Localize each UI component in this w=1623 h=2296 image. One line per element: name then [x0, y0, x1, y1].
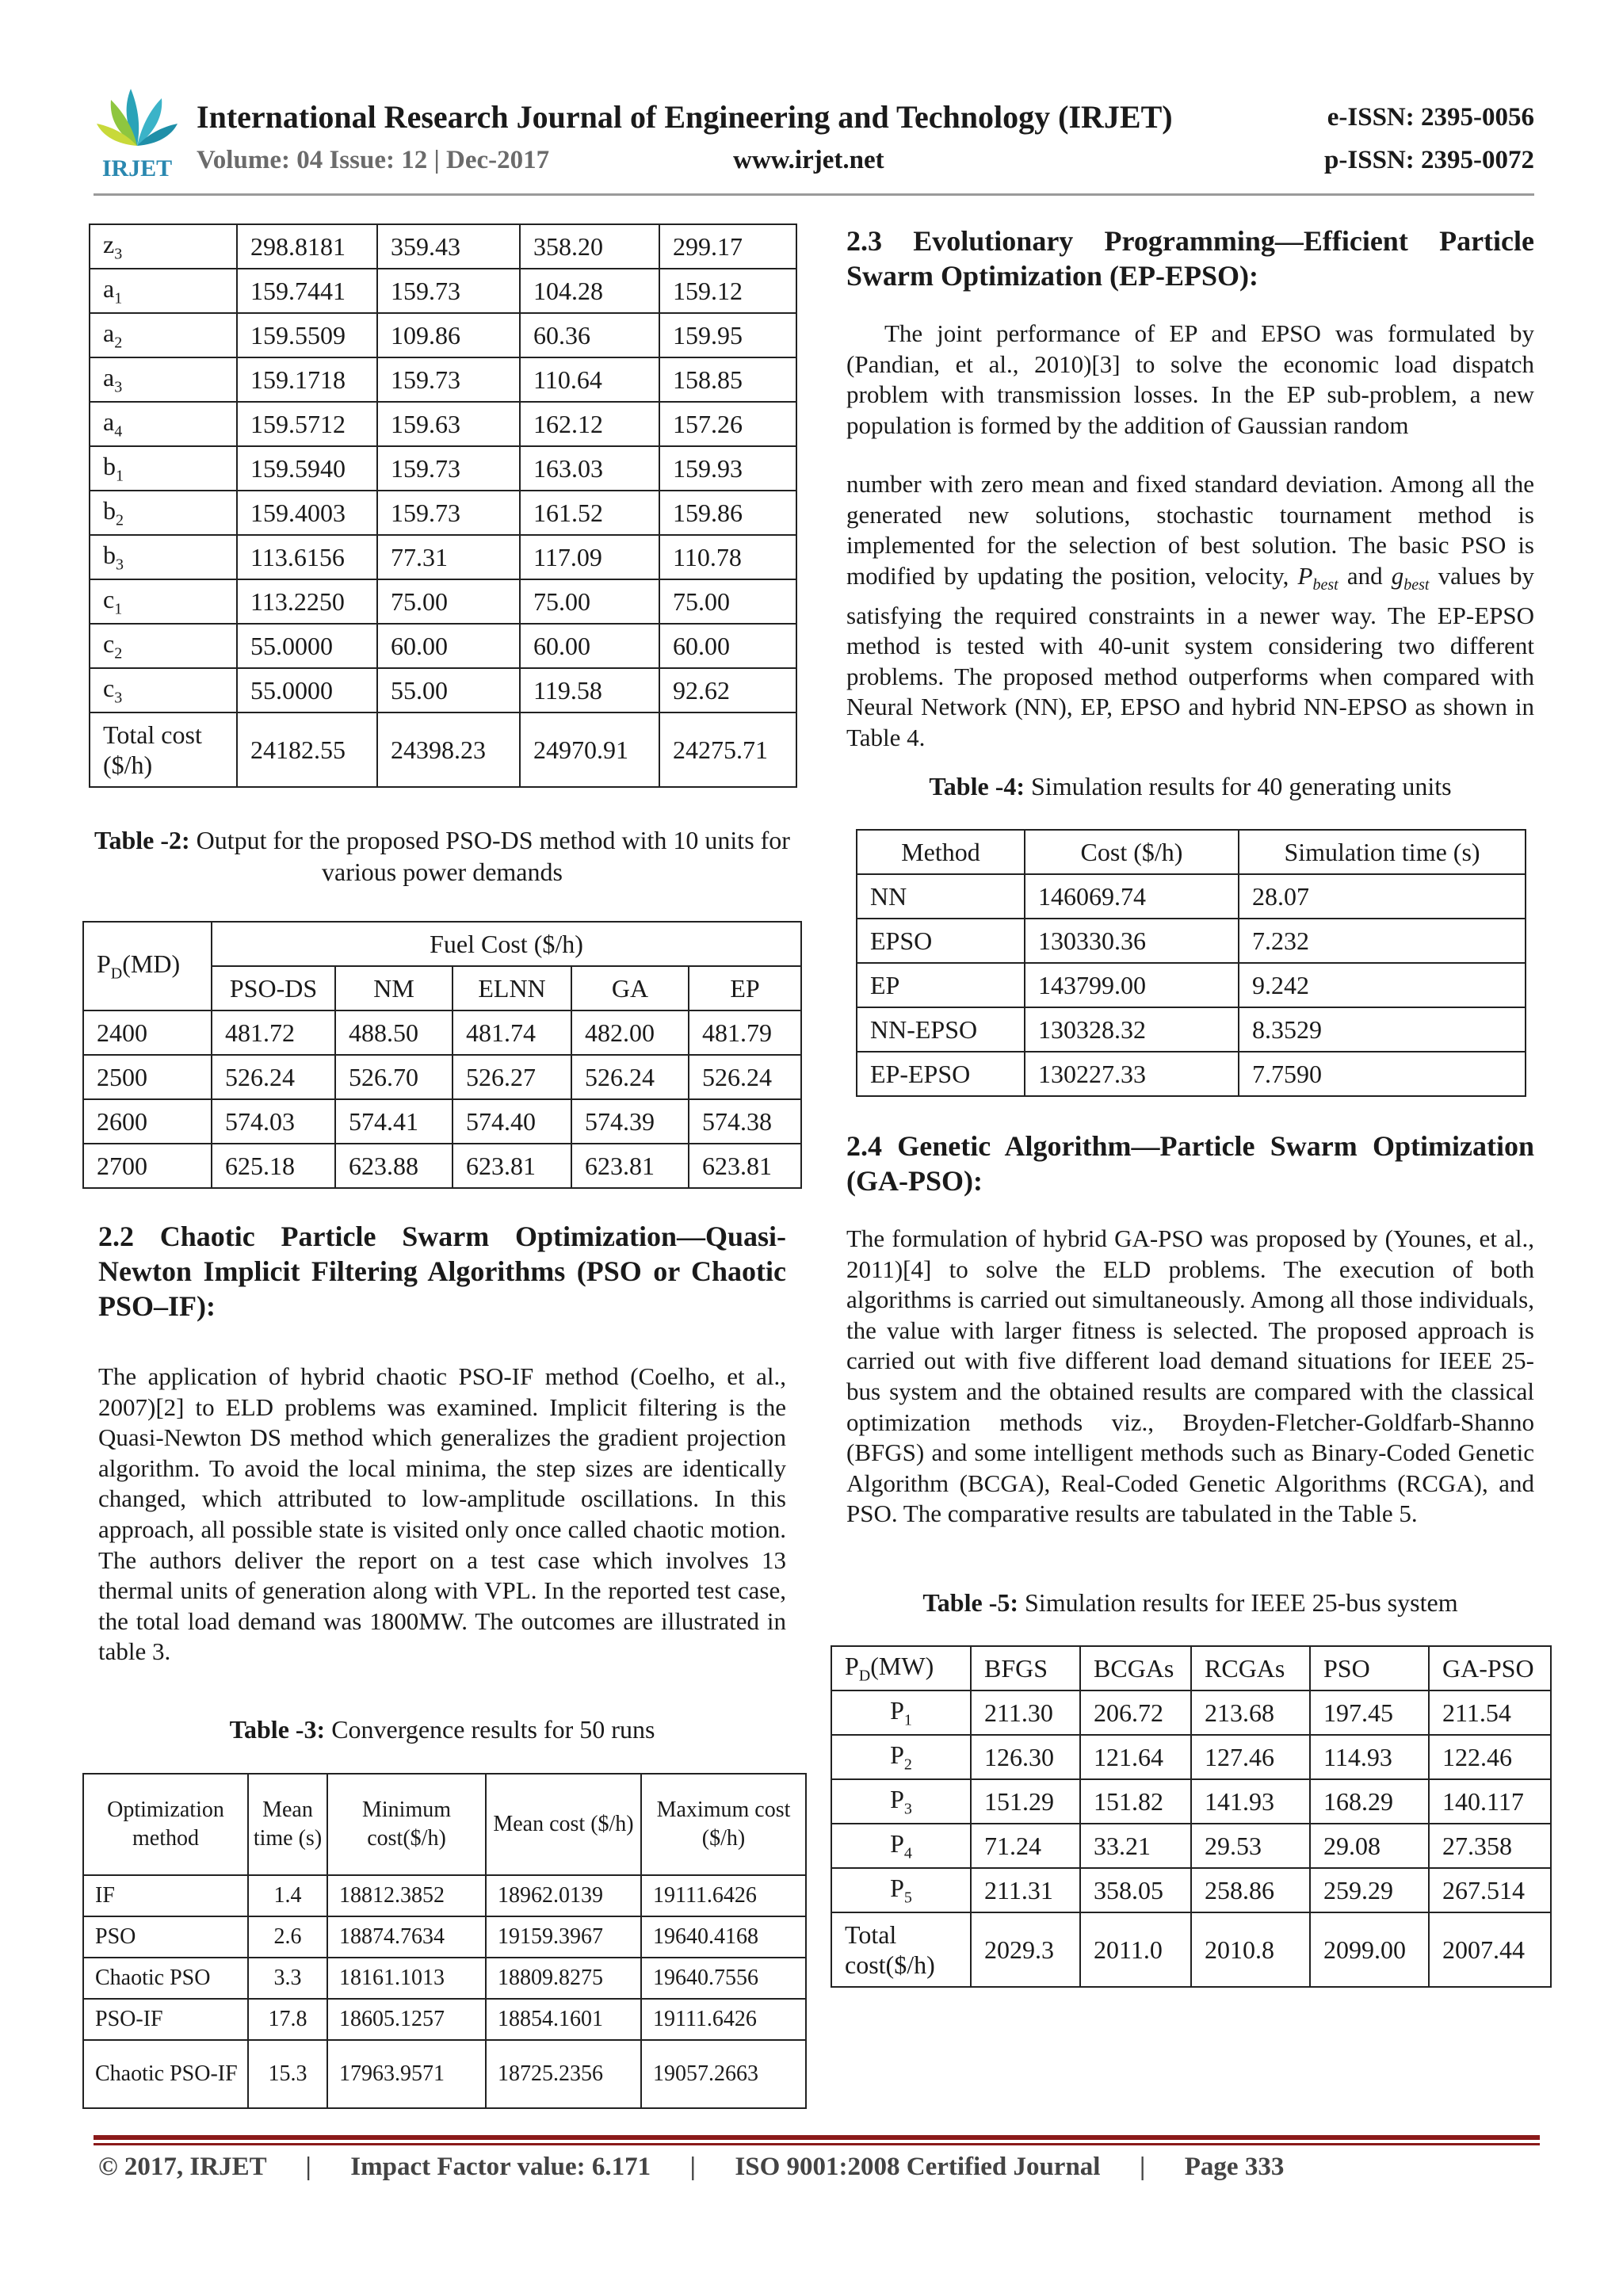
- journal-website: www.irjet.net: [733, 146, 884, 174]
- table-cell: 162.12: [520, 402, 659, 446]
- table-1-row-label-sub: 3: [116, 556, 124, 574]
- table-row: [90, 535, 796, 579]
- table-cell: 18962.0139: [486, 1875, 641, 1916]
- table-cell: IF: [83, 1875, 248, 1916]
- table-cell: 623.88: [335, 1144, 453, 1188]
- table-cell: 19057.2663: [641, 2040, 806, 2108]
- table-cell: 119.58: [520, 668, 659, 712]
- table-cell: 7.232: [1239, 919, 1526, 963]
- table-cell: EP-EPSO: [857, 1052, 1025, 1096]
- table-5: [831, 1645, 1552, 1988]
- table-cell: 24182.55: [237, 712, 377, 787]
- table-cell: Chaotic PSO-IF: [83, 2040, 248, 2108]
- table-cell: 2400: [83, 1010, 212, 1055]
- column-header: PSO-DS: [212, 966, 335, 1010]
- irjet-logo: [94, 82, 181, 182]
- table-cell: 55.0000: [237, 668, 377, 712]
- table-5-row-label-label: P: [890, 1873, 904, 1902]
- table-cell: 574.38: [689, 1099, 801, 1144]
- table-5-row-label-label: P: [890, 1695, 904, 1725]
- logo-text: IRJET: [101, 155, 173, 181]
- table-cell: 33.21: [1080, 1824, 1191, 1868]
- column-header: Cost ($/h): [1025, 830, 1239, 874]
- table-row: [90, 402, 796, 446]
- table-cell: 359.43: [377, 224, 520, 269]
- table-cell: 130328.32: [1025, 1007, 1239, 1052]
- table-cell: 19111.6426: [641, 1999, 806, 2040]
- table-cell: 110.64: [520, 357, 659, 402]
- table-cell: PSO-IF: [83, 1999, 248, 2040]
- table-5-row-label: [831, 1690, 971, 1735]
- table-1-row-label-label: b: [103, 540, 116, 569]
- table-row: [83, 1916, 806, 1958]
- table-cell: 15.3: [248, 2040, 327, 2108]
- table-cell: 2007.44: [1429, 1912, 1551, 1987]
- table-cell: 92.62: [659, 668, 796, 712]
- table-cell: 2029.3: [971, 1912, 1080, 1987]
- table-row: [857, 919, 1526, 963]
- table-row: [90, 446, 796, 491]
- table-cell: 526.24: [212, 1055, 335, 1099]
- table-1-row-label-sub: 1: [114, 289, 123, 308]
- table-cell: 211.30: [971, 1690, 1080, 1735]
- table-4-caption: Table -4: Simulation results for 40 generating units: [929, 772, 1452, 800]
- table-cell: 159.5940: [237, 446, 377, 491]
- table-cell: 75.00: [377, 579, 520, 624]
- table-cell: 159.4003: [237, 491, 377, 535]
- column-header: Optimization method: [83, 1774, 248, 1875]
- section-2-4-body: The formulation of hybrid GA-PSO was proposed by (Younes, et al., 2011)[4] to solve the ELD problems. The execution of both algorithms is carried out simultaneously. Among all those individuals, the value with larger fitness is selected. The proposed approach is carried out with five different load demand situations for IEEE 25-bus system and the obtained results are compared with the classical optimization methods viz., Broyden-Fletcher-Goldfarb-Shanno (BFGS) and some intelligent methods such as Binary-Coded Genetic Algorithm (BCGA), Real-Coded Genetic Algorithms (RCGA), and PSO. The comparative results are tabulated in the Table 5.: [846, 1224, 1534, 1528]
- table-cell: 526.27: [453, 1055, 571, 1099]
- table-cell: 55.00: [377, 668, 520, 712]
- table-cell: 60.36: [520, 313, 659, 357]
- column-header: RCGAs: [1191, 1646, 1310, 1690]
- journal-title: International Research Journal of Engineering and Technology (IRJET): [197, 99, 1173, 135]
- table-cell: 213.68: [1191, 1690, 1310, 1735]
- table-5-pd-header: [831, 1646, 971, 1690]
- table-5-row-label-label: P: [890, 1784, 904, 1813]
- table-cell: 157.26: [659, 402, 796, 446]
- table-cell: 110.78: [659, 535, 796, 579]
- table-row: [90, 224, 796, 269]
- table-cell: 117.09: [520, 535, 659, 579]
- table-cell: 623.81: [453, 1144, 571, 1188]
- table-5-row-label-label: P: [890, 1740, 904, 1769]
- table-3: [82, 1773, 807, 2109]
- column-header: EP: [689, 966, 801, 1010]
- table-cell: 574.40: [453, 1099, 571, 1144]
- table-cell: 159.73: [377, 269, 520, 313]
- column-header: Simulation time (s): [1239, 830, 1526, 874]
- table-cell: 159.5712: [237, 402, 377, 446]
- column-header: BCGAs: [1080, 1646, 1191, 1690]
- table-cell: 2600: [83, 1099, 212, 1144]
- table-cell: 9.242: [1239, 963, 1526, 1007]
- table-5-total-label: [831, 1912, 971, 1987]
- table-cell: 623.81: [571, 1144, 689, 1188]
- section-2-2-body: The application of hybrid chaotic PSO-IF method (Coelho, et al., 2007)[2] to ELD problems was examined. Implicit filtering is the Quasi-Newton DS method which generalizes the gradient projection algorithm. To avoid the local minima, the step sizes are identically changed, which attributed to low-amplitude oscillations. In this approach, all possible state is visited only once called chaotic motion. The authors deliver the report on a test case which involves 13 thermal units of generation along with VPL. In the reported test case, the total load demand was 1800MW. The outcomes are illustrated in table 3.: [98, 1362, 786, 1666]
- table-cell: 126.30: [971, 1735, 1080, 1779]
- table-cell: 159.95: [659, 313, 796, 357]
- table-2: [82, 921, 802, 1189]
- column-header: GA-PSO: [1429, 1646, 1551, 1690]
- table-1-row-label: [90, 491, 237, 535]
- table-cell: 482.00: [571, 1010, 689, 1055]
- table-5-row-label-sub: 2: [903, 1755, 912, 1774]
- table-1-row-label-label: c: [103, 584, 115, 613]
- header-rule: [94, 193, 1534, 196]
- table-1-row-label: [90, 579, 237, 624]
- table-cell: PSO: [83, 1916, 248, 1958]
- table-row: [857, 963, 1526, 1007]
- table-cell: 29.08: [1310, 1824, 1429, 1868]
- footer-page: Page 333: [1184, 2153, 1285, 2181]
- table-cell: 211.54: [1429, 1690, 1551, 1735]
- table-cell: 526.24: [689, 1055, 801, 1099]
- table-1-row-label: [90, 535, 237, 579]
- column-header: GA: [571, 966, 689, 1010]
- table-cell: 24398.23: [377, 712, 520, 787]
- table-cell: 109.86: [377, 313, 520, 357]
- table-row: [831, 1735, 1551, 1779]
- section-2-2-heading: 2.2 Chaotic Particle Swarm Optimization—Quasi-Newton Implicit Filtering Algorithms (PSO or Chaotic PSO–IF):: [98, 1221, 786, 1322]
- footer-rule-thin: [94, 2143, 1540, 2145]
- table-cell: 151.82: [1080, 1779, 1191, 1824]
- table-cell: 159.86: [659, 491, 796, 535]
- table-1-row-label-sub: 3: [114, 245, 123, 263]
- table-cell: 159.93: [659, 446, 796, 491]
- eissn: e-ISSN: 2395-0056: [1327, 103, 1534, 132]
- table-cell: 75.00: [659, 579, 796, 624]
- table-1-row-label-label: a: [103, 407, 115, 436]
- table-cell: 18725.2356: [486, 2040, 641, 2108]
- table-cell: 267.514: [1429, 1868, 1551, 1912]
- section-2-3-heading: 2.3 Evolutionary Programming—Efficient Particle Swarm Optimization (EP-EPSO):: [846, 225, 1534, 292]
- column-header: Method: [857, 830, 1025, 874]
- table-1-row-label-label: a: [103, 318, 115, 347]
- table-1: [89, 223, 797, 788]
- table-5-row-label-sub: 1: [903, 1711, 912, 1729]
- table-cell: 60.00: [659, 624, 796, 668]
- table-cell: 625.18: [212, 1144, 335, 1188]
- table-1-row-label-sub: 3: [114, 378, 123, 396]
- logo-leaves-icon: [97, 89, 178, 146]
- table-cell: 18854.1601: [486, 1999, 641, 2040]
- table-1-row-label-label: z: [103, 229, 115, 258]
- total-label-line-2: ($/h): [103, 751, 153, 779]
- pissn: p-ISSN: 2395-0072: [1324, 146, 1534, 174]
- table-cell: 206.72: [1080, 1690, 1191, 1735]
- table-cell: 18605.1257: [327, 1999, 486, 2040]
- column-header: Minimum cost($/h): [327, 1774, 486, 1875]
- table-1-row-label-label: c: [103, 673, 115, 702]
- table-cell: 113.2250: [237, 579, 377, 624]
- table-cell: 19111.6426: [641, 1875, 806, 1916]
- table-1-row-label-sub: 1: [116, 467, 124, 485]
- table-row: [90, 668, 796, 712]
- table-1-row-label: [90, 357, 237, 402]
- table-2-group-header: Fuel Cost ($/h): [212, 922, 801, 966]
- table-cell: 158.85: [659, 357, 796, 402]
- table-row: [90, 491, 796, 535]
- table-1-row-label-sub: 4: [114, 422, 123, 441]
- table-1-row-label-label: b: [103, 495, 116, 525]
- table-cell: 19640.7556: [641, 1958, 806, 1999]
- table-1-row-label: [90, 224, 237, 269]
- table-cell: 2010.8: [1191, 1912, 1310, 1987]
- footer: © 2017, IRJET | Impact Factor value: 6.171 | ISO 9001:2008 Certified Journal | Page 333: [98, 2153, 1285, 2181]
- table-total-row: [90, 712, 796, 787]
- table-cell: 299.17: [659, 224, 796, 269]
- footer-rule: [94, 2135, 1540, 2140]
- table-cell: 481.79: [689, 1010, 801, 1055]
- table-cell: 197.45: [1310, 1690, 1429, 1735]
- table-cell: 18161.1013: [327, 1958, 486, 1999]
- column-header: Maximum cost ($/h): [641, 1774, 806, 1875]
- table-cell: 159.5509: [237, 313, 377, 357]
- table-cell: 574.03: [212, 1099, 335, 1144]
- table-1-row-label-label: a: [103, 273, 115, 303]
- pd-unit: (MW): [870, 1651, 934, 1680]
- table-1-row-label-sub: 3: [114, 689, 123, 707]
- table-row: [857, 1052, 1526, 1096]
- table-cell: 2099.00: [1310, 1912, 1429, 1987]
- table-cell: 481.74: [453, 1010, 571, 1055]
- table-1-row-label-label: a: [103, 362, 115, 392]
- table-cell: 526.70: [335, 1055, 453, 1099]
- table-cell: 2011.0: [1080, 1912, 1191, 1987]
- table-2-caption: Table -2: Output for the proposed PSO-DS method with 10 units for various power demands: [94, 826, 790, 886]
- table-row: [83, 2040, 806, 2108]
- table-1-row-label: [90, 269, 237, 313]
- table-row: [857, 874, 1526, 919]
- table-cell: EP: [857, 963, 1025, 1007]
- table-cell: 24970.91: [520, 712, 659, 787]
- table-row: [83, 1144, 801, 1188]
- table-cell: 211.31: [971, 1868, 1080, 1912]
- column-header: Mean time (s): [248, 1774, 327, 1875]
- table-cell: 18812.3852: [327, 1875, 486, 1916]
- table-row: [83, 1099, 801, 1144]
- section-2-3-body-2: number with zero mean and fixed standard deviation. Among all the generated new solutions, stochastic tournament method is implemented for the selection of best solution. The basic PSO is modified by updating the position, velocity, $P_{best}$ and $g_{best}$ values by satisfying the required constraints in a newer way. The EP-EPSO method is tested with 40-unit system considering two different problems. The proposed method outperforms when compared with Neural Network (NN), EP, EPSO and hybrid NN-EPSO as shown in Table 4.: [846, 470, 1534, 751]
- table-row: [831, 1868, 1551, 1912]
- pd-label: P: [845, 1651, 859, 1680]
- table-cell: 104.28: [520, 269, 659, 313]
- table-cell: 526.24: [571, 1055, 689, 1099]
- table-cell: 130227.33: [1025, 1052, 1239, 1096]
- table-cell: 17963.9571: [327, 2040, 486, 2108]
- table-cell: 159.73: [377, 357, 520, 402]
- table-cell: 159.73: [377, 491, 520, 535]
- table-3-caption: Table -3: Convergence results for 50 runs: [229, 1715, 655, 1744]
- table-1-total-label: [90, 712, 237, 787]
- footer-impact-factor: Impact Factor value: 6.171: [350, 2153, 651, 2181]
- table-cell: 574.41: [335, 1099, 453, 1144]
- total-label-line-2: cost($/h): [845, 1950, 935, 1979]
- table-total-row: [831, 1912, 1551, 1987]
- table-1-row-label-label: b: [103, 451, 116, 480]
- table-cell: 481.72: [212, 1010, 335, 1055]
- table-row: [83, 1055, 801, 1099]
- table-cell: 121.64: [1080, 1735, 1191, 1779]
- volume-issue: Volume: 04 Issue: 12 | Dec-2017: [197, 146, 550, 174]
- table-cell: 159.1718: [237, 357, 377, 402]
- table-1-row-label-sub: 2: [116, 511, 124, 529]
- table-1-row-label-sub: 2: [114, 644, 123, 663]
- table-5-row-label: [831, 1868, 971, 1912]
- table-cell: 151.29: [971, 1779, 1080, 1824]
- table-row: [857, 1007, 1526, 1052]
- table-cell: 141.93: [1191, 1779, 1310, 1824]
- table-row: [90, 624, 796, 668]
- table-cell: 60.00: [520, 624, 659, 668]
- table-row: [831, 1824, 1551, 1868]
- table-5-row-label-sub: 4: [903, 1844, 912, 1862]
- table-cell: 159.7441: [237, 269, 377, 313]
- table-row: [90, 313, 796, 357]
- table-1-row-label: [90, 668, 237, 712]
- table-cell: 114.93: [1310, 1735, 1429, 1779]
- table-cell: 163.03: [520, 446, 659, 491]
- table-cell: 17.8: [248, 1999, 327, 2040]
- table-5-row-label: [831, 1779, 971, 1824]
- table-cell: 113.6156: [237, 535, 377, 579]
- section-2-4-heading: 2.4 Genetic Algorithm—Particle Swarm Optimization (GA-PSO):: [846, 1130, 1534, 1197]
- table-2-pd-header: $P_D(MD)$: [83, 922, 212, 1010]
- table-cell: 574.39: [571, 1099, 689, 1144]
- table-cell: 159.73: [377, 446, 520, 491]
- table-row: [90, 269, 796, 313]
- table-row: [83, 1999, 806, 2040]
- table-cell: 146069.74: [1025, 874, 1239, 919]
- table-cell: 19159.3967: [486, 1916, 641, 1958]
- table-cell: NN-EPSO: [857, 1007, 1025, 1052]
- table-cell: 258.86: [1191, 1868, 1310, 1912]
- table-1-row-label: [90, 402, 237, 446]
- table-cell: 77.31: [377, 535, 520, 579]
- table-cell: 18809.8275: [486, 1958, 641, 1999]
- table-row: [90, 357, 796, 402]
- table-cell: 71.24: [971, 1824, 1080, 1868]
- table-cell: 3.3: [248, 1958, 327, 1999]
- table-row: [90, 579, 796, 624]
- table-cell: 143799.00: [1025, 963, 1239, 1007]
- table-cell: 24275.71: [659, 712, 796, 787]
- table-cell: 2.6: [248, 1916, 327, 1958]
- table-5-row-label: [831, 1735, 971, 1779]
- table-cell: 130330.36: [1025, 919, 1239, 963]
- table-5-caption: Table -5: Simulation results for IEEE 25-bus system: [922, 1588, 1458, 1617]
- table-1-row-label: [90, 313, 237, 357]
- column-header: ELNN: [453, 966, 571, 1010]
- table-row: [83, 1010, 801, 1055]
- footer-iso: ISO 9001:2008 Certified Journal: [735, 2153, 1101, 2181]
- total-label-line-1: Total: [845, 1920, 897, 1949]
- pd-sub: D: [858, 1667, 871, 1685]
- table-cell: NN: [857, 874, 1025, 919]
- table-cell: 298.8181: [237, 224, 377, 269]
- table-row: [831, 1690, 1551, 1735]
- total-label-line-1: Total cost: [103, 720, 202, 749]
- table-cell: 27.358: [1429, 1824, 1551, 1868]
- table-1-row-label-sub: 1: [114, 600, 123, 618]
- table-cell: 29.53: [1191, 1824, 1310, 1868]
- column-header: NM: [335, 966, 453, 1010]
- table-cell: 168.29: [1310, 1779, 1429, 1824]
- table-cell: 28.07: [1239, 874, 1526, 919]
- table-cell: 259.29: [1310, 1868, 1429, 1912]
- column-header: PSO: [1310, 1646, 1429, 1690]
- table-5-row-label-sub: 5: [903, 1889, 912, 1907]
- table-cell: 55.0000: [237, 624, 377, 668]
- table-cell: 358.05: [1080, 1868, 1191, 1912]
- footer-copyright: © 2017, IRJET: [98, 2153, 267, 2181]
- table-cell: 127.46: [1191, 1735, 1310, 1779]
- table-5-row-label: [831, 1824, 971, 1868]
- table-cell: 2500: [83, 1055, 212, 1099]
- table-cell: 8.3529: [1239, 1007, 1526, 1052]
- table-1-row-label-sub: 2: [114, 334, 123, 352]
- table-cell: Chaotic PSO: [83, 1958, 248, 1999]
- section-2-3-body-1: The joint performance of EP and EPSO was formulated by (Pandian, et al., 2010)[3] to solve the economic load dispatch problem with transmission losses. In the EP sub-problem, a new population is formed by the addition of Gaussian random: [846, 319, 1534, 439]
- table-cell: 140.117: [1429, 1779, 1551, 1824]
- table-cell: 18874.7634: [327, 1916, 486, 1958]
- table-cell: 7.7590: [1239, 1052, 1526, 1096]
- table-cell: 2700: [83, 1144, 212, 1188]
- table-cell: 1.4: [248, 1875, 327, 1916]
- table-cell: 122.46: [1429, 1735, 1551, 1779]
- table-1-row-label-label: c: [103, 628, 115, 658]
- table-cell: 488.50: [335, 1010, 453, 1055]
- table-cell: 623.81: [689, 1144, 801, 1188]
- table-cell: 19640.4168: [641, 1916, 806, 1958]
- table-1-row-label: [90, 624, 237, 668]
- table-row: [83, 1958, 806, 1999]
- table-5-row-label-sub: 3: [903, 1800, 912, 1818]
- table-row: [83, 1875, 806, 1916]
- table-5-row-label-label: P: [890, 1828, 904, 1858]
- table-1-row-label: [90, 446, 237, 491]
- column-header: BFGS: [971, 1646, 1080, 1690]
- table-row: [831, 1779, 1551, 1824]
- column-header: Mean cost ($/h): [486, 1774, 641, 1875]
- table-cell: 159.63: [377, 402, 520, 446]
- table-cell: 358.20: [520, 224, 659, 269]
- table-cell: 60.00: [377, 624, 520, 668]
- table-cell: EPSO: [857, 919, 1025, 963]
- table-cell: 75.00: [520, 579, 659, 624]
- table-4: [856, 829, 1526, 1097]
- table-cell: 161.52: [520, 491, 659, 535]
- table-cell: 159.12: [659, 269, 796, 313]
